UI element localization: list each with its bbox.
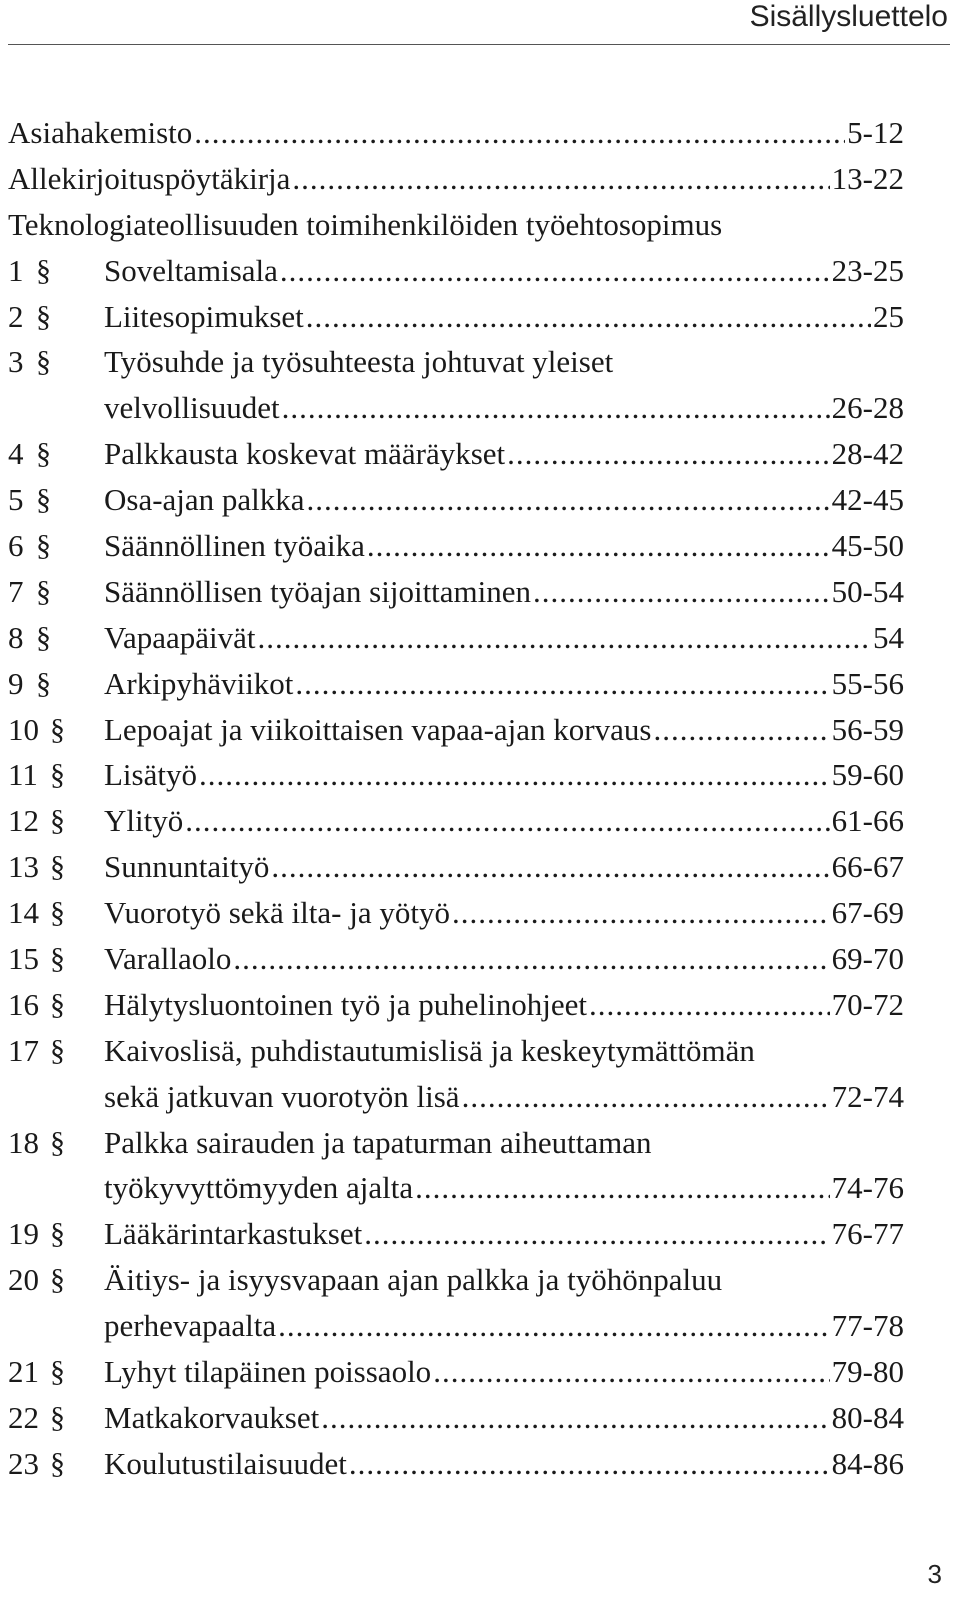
- toc-heading: [8, 202, 904, 248]
- section-number: 15: [8, 941, 39, 977]
- section-pages: 67-69: [831, 895, 904, 931]
- toc-section-entry[interactable]: [8, 707, 904, 753]
- section-number: 14: [8, 895, 39, 931]
- section-sign-icon: §: [50, 804, 65, 838]
- section-title: Säännöllinen työaika: [104, 528, 365, 564]
- section-pages: 25: [873, 298, 904, 334]
- section-title: Palkka sairauden ja tapaturman aiheuttaman: [104, 1124, 652, 1160]
- dot-leader: [292, 156, 829, 202]
- section-pages: 54: [873, 619, 904, 655]
- toc-section-entry[interactable]: [8, 248, 904, 294]
- section-pages: 72-74: [831, 1078, 904, 1114]
- dot-leader: [257, 615, 871, 661]
- section-title: Vapaapäivät: [104, 619, 256, 655]
- section-sign-icon: §: [36, 253, 51, 287]
- toc-entry-pages: 13-22: [831, 160, 904, 196]
- section-sign-icon: §: [36, 483, 51, 517]
- section-pages: 79-80: [831, 1354, 904, 1390]
- toc-section-entry[interactable]: [8, 890, 904, 936]
- section-sign-icon: §: [50, 1400, 65, 1434]
- toc-section-entry[interactable]: [8, 1441, 904, 1487]
- section-number: 11: [8, 757, 38, 793]
- section-title: Koulutustilaisuudet: [104, 1445, 347, 1481]
- section-sign-icon: §: [50, 1263, 65, 1297]
- dot-leader: [452, 890, 830, 936]
- dot-leader: [364, 1211, 829, 1257]
- section-title: Vuorotyö sekä ilta- ja yötyö: [104, 895, 450, 931]
- section-sign-icon: §: [50, 1355, 65, 1389]
- section-pages: 45-50: [831, 528, 904, 564]
- toc-section-entry[interactable]: [8, 844, 904, 890]
- dot-leader: [533, 569, 830, 615]
- toc-section-entry[interactable]: [8, 936, 904, 982]
- dot-leader: [199, 752, 830, 798]
- section-title: Sunnuntaityö: [104, 849, 270, 885]
- section-sign-icon: §: [50, 896, 65, 930]
- section-pages: 69-70: [831, 941, 904, 977]
- toc-section-entry[interactable]: [8, 752, 904, 798]
- section-title: Soveltamisala: [104, 252, 278, 288]
- dot-leader: [233, 936, 829, 982]
- section-sign-icon: §: [50, 712, 65, 746]
- section-pages: 84-86: [831, 1445, 904, 1481]
- section-number: 7: [8, 573, 24, 609]
- section-sign-icon: §: [36, 437, 51, 471]
- section-title: Arkipyhäviikot: [104, 665, 294, 701]
- toc-section-entry[interactable]: [8, 1349, 904, 1395]
- dot-leader: [367, 523, 830, 569]
- section-number: 22: [8, 1399, 39, 1435]
- section-pages: 70-72: [831, 986, 904, 1022]
- toc-section-entry[interactable]: [8, 569, 904, 615]
- section-number: 20: [8, 1262, 39, 1298]
- section-sign-icon: §: [36, 529, 51, 563]
- section-number: 6: [8, 528, 24, 564]
- section-number: 19: [8, 1216, 39, 1252]
- section-number: 16: [8, 986, 39, 1022]
- section-pages: 74-76: [831, 1170, 904, 1206]
- section-sign-icon: §: [50, 1446, 65, 1480]
- dot-leader: [280, 248, 830, 294]
- section-title: Liitesopimukset: [104, 298, 304, 334]
- section-title: Varallaolo: [104, 941, 232, 977]
- toc-section-entry[interactable]: [8, 523, 904, 569]
- dot-leader: [507, 431, 830, 477]
- dot-leader: [321, 1395, 829, 1441]
- section-title: sekä jatkuvan vuorotyön lisä: [104, 1078, 460, 1114]
- section-title: Hälytysluontoinen työ ja puhelinohjeet: [104, 986, 587, 1022]
- section-title: työkyvyttömyyden ajalta: [104, 1170, 414, 1206]
- section-number: 3: [8, 344, 24, 380]
- section-pages: 61-66: [831, 803, 904, 839]
- table-of-contents: [8, 110, 904, 1487]
- toc-section-entry-continuation[interactable]: [8, 1303, 904, 1349]
- toc-section-entry[interactable]: [8, 1028, 904, 1074]
- section-title: Säännöllisen työajan sijoittaminen: [104, 573, 532, 609]
- toc-heading-text: Teknologiateollisuuden toimihenkilöiden työehtosopimus: [8, 206, 723, 242]
- section-title: Työsuhde ja työsuhteesta johtuvat yleiset: [104, 344, 614, 380]
- section-pages: 28-42: [831, 436, 904, 472]
- section-pages: 26-28: [831, 390, 904, 426]
- dot-leader: [295, 661, 829, 707]
- toc-entry-title: Allekirjoituspöytäkirja: [8, 160, 291, 196]
- section-number: 18: [8, 1124, 39, 1160]
- toc-section-entry-continuation[interactable]: [8, 1074, 904, 1120]
- section-sign-icon: §: [36, 299, 51, 333]
- toc-section-entry[interactable]: [8, 798, 904, 844]
- section-number: 12: [8, 803, 39, 839]
- toc-section-entry-continuation[interactable]: [8, 1165, 904, 1211]
- dot-leader: [271, 844, 829, 890]
- section-sign-icon: §: [50, 1033, 65, 1067]
- section-sign-icon: §: [50, 1125, 65, 1159]
- toc-section-entry[interactable]: [8, 661, 904, 707]
- section-pages: 23-25: [831, 252, 904, 288]
- section-title: Kaivoslisä, puhdistautumislisä ja keskeytymättömän: [104, 1032, 755, 1068]
- section-number: 8: [8, 619, 24, 655]
- section-title: perhevapaalta: [104, 1308, 277, 1344]
- dot-leader: [282, 385, 830, 431]
- toc-section-entry[interactable]: [8, 1211, 904, 1257]
- section-title: Ylityö: [104, 803, 184, 839]
- section-title: Äitiys- ja isyysvapaan ajan palkka ja työhönpaluu: [104, 1262, 723, 1298]
- section-pages: 50-54: [831, 573, 904, 609]
- toc-section-entry[interactable]: [8, 1120, 904, 1166]
- section-title: velvollisuudet: [104, 390, 280, 426]
- section-title: Lisätyö: [104, 757, 197, 793]
- section-pages: 59-60: [831, 757, 904, 793]
- dot-leader: [349, 1441, 830, 1487]
- section-sign-icon: §: [50, 850, 65, 884]
- section-pages: 76-77: [831, 1216, 904, 1252]
- toc-entry-title: Asiahakemisto: [8, 115, 193, 150]
- section-list: [8, 248, 904, 1487]
- section-pages: 66-67: [831, 849, 904, 885]
- section-pages: 77-78: [831, 1308, 904, 1344]
- section-number: 17: [8, 1032, 39, 1068]
- section-title: Lyhyt tilapäinen poissaolo: [104, 1354, 432, 1390]
- section-number: 13: [8, 849, 39, 885]
- section-number: 5: [8, 482, 24, 518]
- section-sign-icon: §: [50, 758, 65, 792]
- section-title: Palkkausta koskevat määräykset: [104, 436, 506, 472]
- toc-section-entry[interactable]: [8, 982, 904, 1028]
- section-pages: 55-56: [831, 665, 904, 701]
- section-pages: 80-84: [831, 1399, 904, 1435]
- section-title: Lääkärintarkastukset: [104, 1216, 363, 1252]
- header-divider: [8, 44, 950, 45]
- page-header-title: Sisällysluettelo: [749, 0, 948, 33]
- dot-leader: [589, 982, 830, 1028]
- section-number: 23: [8, 1445, 39, 1481]
- page-number: 3: [927, 1559, 942, 1589]
- toc-section-entry-continuation[interactable]: [8, 385, 904, 431]
- section-title: Matkakorvaukset: [104, 1399, 320, 1435]
- section-title: Osa-ajan palkka: [104, 482, 305, 518]
- section-number: 2: [8, 298, 24, 334]
- section-sign-icon: §: [36, 620, 51, 654]
- section-sign-icon: §: [50, 942, 65, 976]
- dot-leader: [433, 1349, 829, 1395]
- section-title: Lepoajat ja viikoittaisen vapaa-ajan korvaus: [104, 711, 652, 747]
- toc-section-entry[interactable]: [8, 615, 904, 661]
- section-sign-icon: §: [36, 345, 51, 379]
- section-pages: 56-59: [831, 711, 904, 747]
- toc-section-entry[interactable]: [8, 431, 904, 477]
- toc-entry[interactable]: [8, 156, 904, 202]
- dot-leader: [462, 1074, 830, 1120]
- section-sign-icon: §: [36, 666, 51, 700]
- dot-leader: [278, 1303, 830, 1349]
- section-number: 1: [8, 252, 24, 288]
- dot-leader: [185, 798, 829, 844]
- toc-section-entry[interactable]: [8, 1395, 904, 1441]
- toc-entry[interactable]: [8, 110, 904, 156]
- dot-leader: [306, 294, 871, 340]
- section-sign-icon: §: [50, 987, 65, 1021]
- toc-section-entry[interactable]: [8, 477, 904, 523]
- section-sign-icon: §: [50, 1217, 65, 1251]
- dot-leader: [653, 707, 829, 753]
- toc-section-entry[interactable]: [8, 1257, 904, 1303]
- section-number: 21: [8, 1354, 39, 1390]
- toc-section-entry[interactable]: [8, 294, 904, 340]
- dot-leader: [194, 110, 845, 156]
- toc-section-entry[interactable]: [8, 339, 904, 385]
- dot-leader: [307, 477, 830, 523]
- section-number: 4: [8, 436, 24, 472]
- toc-entry-pages: 5-12: [847, 115, 904, 150]
- section-sign-icon: §: [36, 574, 51, 608]
- page-header: [0, 0, 960, 44]
- dot-leader: [415, 1165, 830, 1211]
- section-pages: 42-45: [831, 482, 904, 518]
- section-number: 9: [8, 665, 24, 701]
- section-number: 10: [8, 711, 39, 747]
